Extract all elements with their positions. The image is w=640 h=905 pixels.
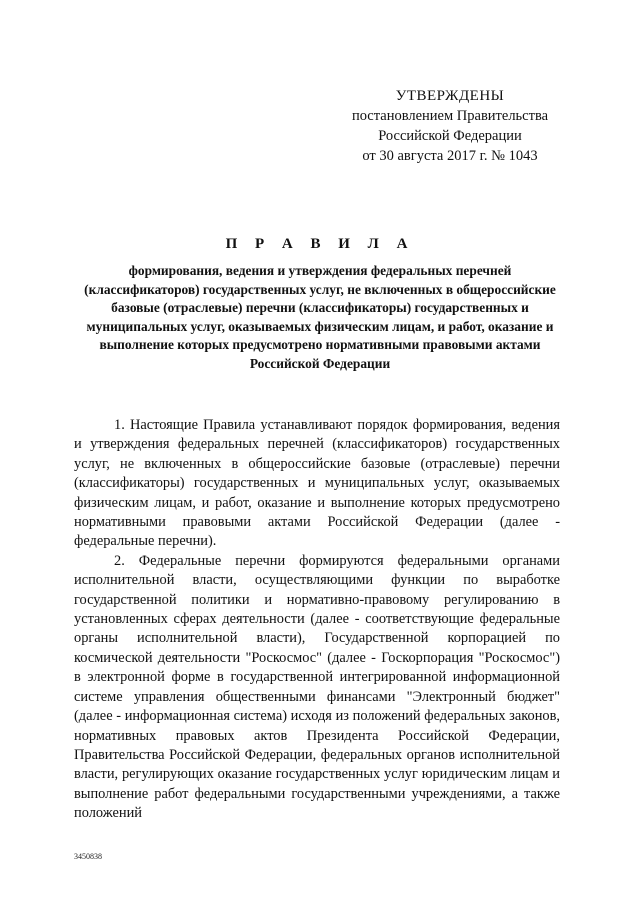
approval-line-3: от 30 августа 2017 г. № 1043 [362,148,538,164]
document-body [74,416,560,824]
approval-stamp [340,86,560,166]
document-title [70,232,570,373]
approval-line-2: Российской Федерации [378,128,522,144]
document-number: 3450838 [74,852,102,861]
approval-heading: УТВЕРЖДЕНЫ [395,88,505,104]
paragraph-1: 1. Настоящие Правила устанавливают порядок формирования, ведения и утверждения федеральных перечней (классификаторов) государственных услуг, не включенных в общероссийские базовые (отраслевые) перечни (классификаторы) государственных и муниципальных услуг, оказываемых физическим лицам, и работ, оказание и выполнение которых предусмотрено нормативными правовыми актами Российской Федерации (далее - федеральные перечни). [74,417,560,550]
title-subtitle: формирования, ведения и утверждения федеральных перечней (классификаторов) государственных услуг, не включенных в общероссийские базовые (отраслевые) перечни (классификаторы) государственных и муниципальных услуг, оказываемых физическим лицам, и работ, оказание и выполнение которых предусмотрено нормативными правовыми актами Российской Федерации [84,263,556,371]
paragraph-2: 2. Федеральные перечни формируются федеральными органами исполнительной власти, осуществляющими функции по выработке государственной политики и нормативно-правовому регулированию в установленных сферах деятельности (далее - соответствующие федеральные органы исполнительной власти), Государственной корпорацией по космической деятельности "Роскосмос" (далее - Госкорпорация "Роскосмос") в электронной форме в государственной интегрированной информационной системе управления общественными финансами "Электронный бюджет" (далее - информационная система) исходя из положений федеральных законов, нормативных правовых актов Президента Российской Федерации, Правительства Российской Федерации, федеральных органов исполнительной власти, регулирующих оказание государственных услуг юридическим лицам и выполнение работ федеральными государственными учреждениями, а также положений [74,552,560,822]
title-word: П Р А В И Л А [225,236,415,252]
approval-line-1: постановлением Правительства [351,108,549,124]
